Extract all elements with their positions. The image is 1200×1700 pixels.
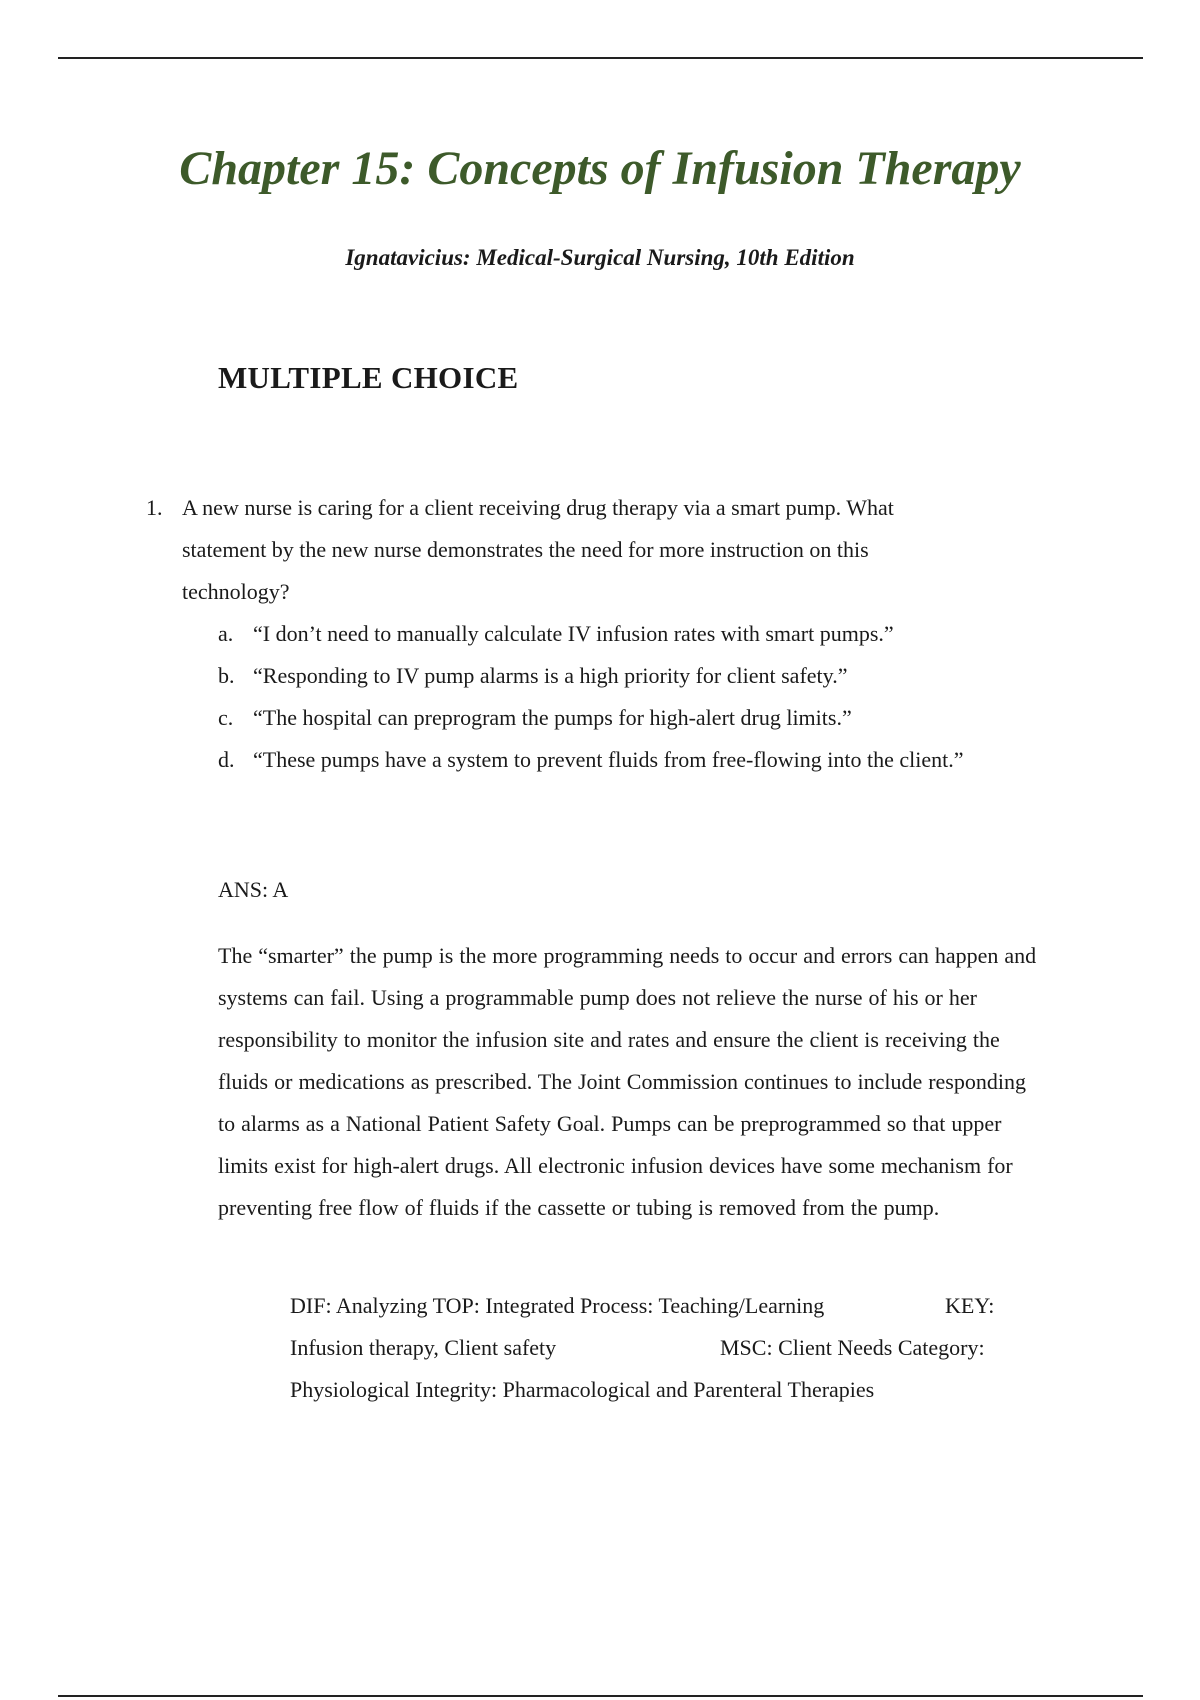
answer-options: [218, 613, 986, 781]
meta-key-value: Infusion therapy, Client safety: [290, 1335, 557, 1360]
option-text: “I don’t need to manually calculate IV infusion rates with smart pumps.”: [253, 621, 894, 646]
meta-line-3: [290, 1369, 1050, 1411]
answer-key: ANS: A: [218, 877, 289, 902]
option-text: “Responding to IV pump alarms is a high priority for client safety.”: [253, 663, 848, 688]
option-letter: c.: [218, 705, 234, 730]
meta-dif-top: DIF: Analyzing TOP: Integrated Process: Teaching/Learning: [290, 1293, 825, 1318]
option-letter: a.: [218, 621, 234, 646]
option-text: “These pumps have a system to prevent fluids from free-flowing into the client.”: [253, 747, 964, 772]
option-letter: b.: [218, 663, 235, 688]
meta-key-label: KEY:: [945, 1293, 995, 1318]
top-rule: [58, 57, 1143, 59]
question-1: [146, 487, 986, 781]
question-stem: A new nurse is caring for a client receiving drug therapy via a smart pump. What statement by the new nurse demonstrates the need for more instruction on this technology?: [182, 495, 894, 604]
option-letter: d.: [218, 747, 235, 772]
meta-msc-label: MSC: Client Needs Category:: [720, 1335, 985, 1360]
bottom-rule: [58, 1695, 1143, 1697]
rationale-text: The “smarter” the pump is the more programming needs to occur and errors can happen and systems can fail. Using a programmable pump does not relieve the nurse of his or her responsibility to monitor the infusion site and rates and ensure the client is receiving the fluids or medications as prescribed. The Joint Commission continues to include responding to alarms as a National Patient Safety Goal. Pumps can be preprogrammed so that upper limits exist for high-alert drugs. All electronic infusion devices have some mechanism for preventing free flow of fluids if the cassette or tubing is removed from the pump.: [218, 943, 1037, 1220]
chapter-title: Chapter 15: Concepts of Infusion Therapy: [179, 142, 1021, 195]
option-a: [218, 613, 986, 655]
option-b: [218, 655, 986, 697]
meta-line-2: [290, 1327, 1050, 1369]
meta-line-1: [290, 1285, 1050, 1327]
option-text: “The hospital can preprogram the pumps for high-alert drug limits.”: [253, 705, 852, 730]
option-d: [218, 739, 986, 781]
section-heading: MULTIPLE CHOICE: [218, 360, 519, 395]
book-subtitle: Ignatavicius: Medical-Surgical Nursing, 10th Edition: [345, 245, 855, 270]
meta-msc-value: Physiological Integrity: Pharmacological and Parenteral Therapies: [290, 1377, 875, 1402]
question-number: 1.: [146, 495, 163, 520]
option-c: [218, 697, 986, 739]
question-metadata: [290, 1285, 1050, 1411]
